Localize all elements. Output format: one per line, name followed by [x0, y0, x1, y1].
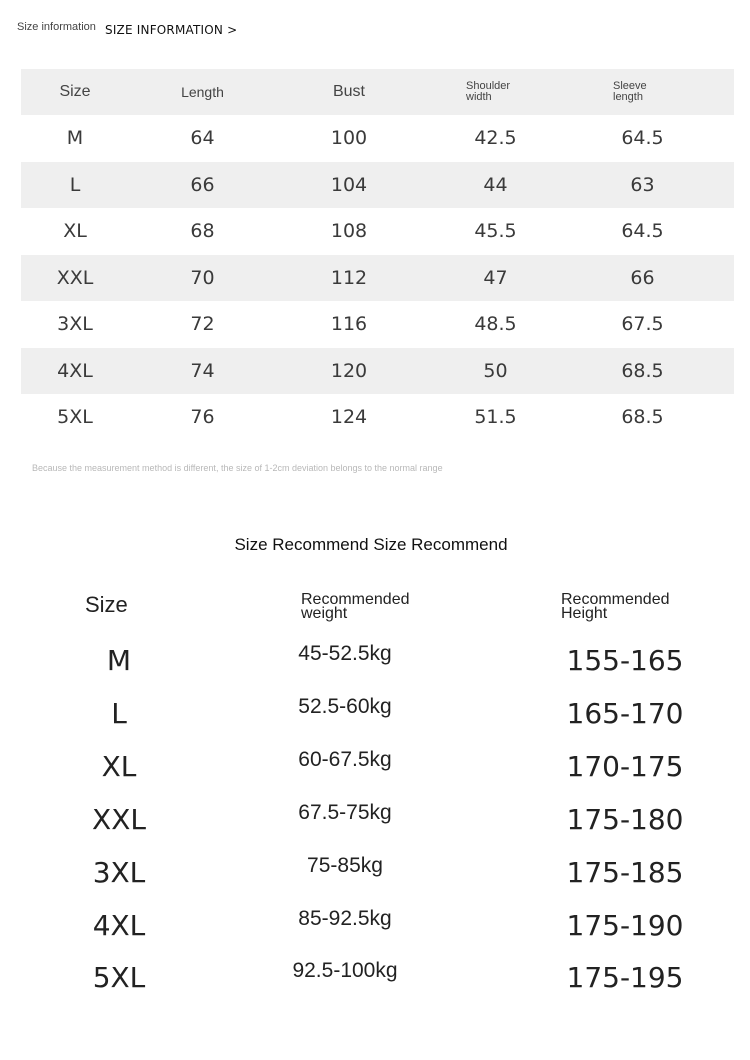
- recommend-row: [0, 909, 750, 962]
- cell-size: 3XL: [57, 313, 93, 336]
- recommend-height: 175-190: [566, 909, 684, 942]
- recommend-height: 175-185: [566, 856, 684, 889]
- recommend-header-size: Size: [85, 592, 128, 617]
- cell-sleeve: 64.5: [621, 220, 664, 243]
- cell-bust: 112: [330, 266, 368, 289]
- table-row: [21, 162, 734, 209]
- cell-bust: 108: [330, 220, 368, 243]
- header-length: Length: [181, 84, 224, 100]
- recommend-size: 5XL: [92, 961, 146, 994]
- cell-sleeve: 64.5: [621, 127, 664, 150]
- recommend-size: 3XL: [92, 856, 146, 889]
- cell-bust: 100: [330, 127, 368, 150]
- recommend-weight-line2: weight: [301, 605, 348, 622]
- recommend-weight: 60-67.5kg: [298, 748, 392, 771]
- recommend-height: 165-170: [566, 697, 684, 730]
- cell-length: 72: [190, 313, 215, 336]
- measurement-note: Because the measurement method is different, the size of 1-2cm deviation belongs to the normal range: [32, 463, 443, 473]
- cell-shoulder: 51.5: [474, 406, 517, 429]
- recommend-weight: 45-52.5kg: [298, 642, 392, 665]
- cell-sleeve: 68.5: [621, 406, 664, 429]
- header-shoulder-line2: width: [466, 91, 492, 103]
- cell-shoulder: 45.5: [474, 220, 517, 243]
- recommend-size: XL: [101, 750, 137, 783]
- header-bust: Bust: [332, 83, 365, 100]
- recommend-header-height: [561, 593, 670, 621]
- cell-length: 66: [190, 173, 215, 196]
- recommend-height: 175-180: [566, 803, 684, 836]
- header-shoulder-width: [422, 81, 569, 103]
- table-row: [21, 394, 734, 441]
- header-size: Size: [59, 83, 91, 100]
- recommend-height: 175-195: [566, 961, 684, 994]
- recommend-weight: 52.5-60kg: [298, 695, 392, 718]
- cell-sleeve: 66: [630, 266, 655, 289]
- cell-sleeve: 68.5: [621, 359, 664, 382]
- cell-shoulder: 50: [483, 359, 508, 382]
- cell-size: 5XL: [57, 406, 93, 429]
- header-sleeve-line2: length: [613, 91, 643, 103]
- table-row: [21, 208, 734, 255]
- recommend-height: 155-165: [566, 644, 684, 677]
- cell-length: 74: [190, 359, 215, 382]
- cell-sleeve: 63: [630, 173, 655, 196]
- header-title: SIZE INFORMATION >: [105, 23, 238, 37]
- cell-bust: 124: [330, 406, 368, 429]
- recommend-size: XXL: [92, 803, 146, 836]
- table-header-row: [21, 69, 734, 115]
- cell-shoulder: 42.5: [474, 127, 517, 150]
- size-information-table: [21, 69, 734, 441]
- recommend-size: M: [106, 644, 132, 677]
- recommend-row: [0, 644, 750, 697]
- recommend-weight: 92.5-100kg: [292, 959, 398, 982]
- header-sleeve-line1: Sleeve: [613, 80, 647, 92]
- cell-length: 64: [190, 127, 215, 150]
- cell-size: XL: [63, 220, 87, 243]
- table-row: [21, 115, 734, 162]
- recommend-row: [0, 856, 750, 909]
- recommend-size: 4XL: [92, 909, 146, 942]
- cell-sleeve: 67.5: [621, 313, 664, 336]
- table-row: [21, 301, 734, 348]
- recommend-row: [0, 961, 750, 1014]
- header-sleeve-length: [569, 81, 716, 103]
- header-small-label: Size information: [17, 21, 96, 33]
- cell-size: L: [69, 173, 81, 196]
- cell-shoulder: 48.5: [474, 313, 517, 336]
- recommend-height-line2: Height: [561, 605, 608, 622]
- recommend-weight-line1: Recommended: [301, 591, 410, 608]
- recommend-title: Size Recommend Size Recommend: [234, 535, 508, 554]
- cell-length: 68: [190, 220, 215, 243]
- cell-bust: 104: [330, 173, 368, 196]
- recommend-height: 170-175: [566, 750, 684, 783]
- cell-shoulder: 44: [483, 173, 508, 196]
- cell-bust: 120: [330, 359, 368, 382]
- table-row: [21, 255, 734, 302]
- recommend-weight: 75-85kg: [307, 854, 383, 877]
- cell-length: 76: [190, 406, 215, 429]
- recommend-weight: 67.5-75kg: [298, 801, 392, 824]
- cell-length: 70: [190, 266, 215, 289]
- recommend-row: [0, 750, 750, 803]
- cell-size: 4XL: [57, 359, 93, 382]
- recommend-height-line1: Recommended: [561, 591, 670, 608]
- recommend-header-weight: [301, 593, 410, 621]
- recommend-row: [0, 697, 750, 750]
- header-shoulder-line1: Shoulder: [466, 80, 511, 92]
- cell-bust: 116: [330, 313, 368, 336]
- cell-shoulder: 47: [483, 266, 508, 289]
- recommend-size: L: [111, 697, 127, 730]
- cell-size: M: [66, 127, 84, 150]
- recommend-row: [0, 803, 750, 856]
- recommend-weight: 85-92.5kg: [298, 907, 392, 930]
- cell-size: XXL: [56, 266, 94, 289]
- table-row: [21, 348, 734, 395]
